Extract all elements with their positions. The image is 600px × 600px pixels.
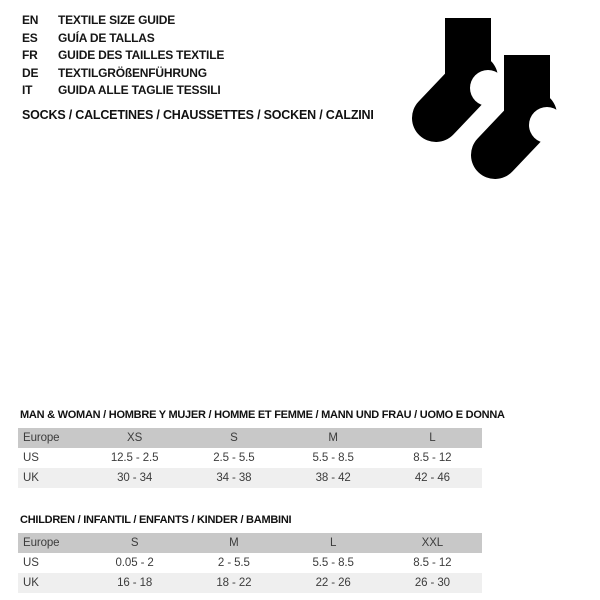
size-value: 2 - 5.5 [217, 557, 250, 569]
size-value: 8.5 - 12 [413, 452, 452, 464]
row-label: UK [23, 472, 39, 484]
sock-front-icon [495, 55, 565, 155]
size-value: 8.5 - 12 [413, 557, 452, 569]
language-label: GUÍA DE TALLAS [58, 30, 155, 45]
table-title-adult: MAN & WOMAN / HOMBRE Y MUJER / HOMME ET FEMME / MANN UND FRAU / UOMO E DONNA [20, 409, 505, 421]
language-label: GUIDA ALLE TAGLIE TESSILI [58, 83, 221, 97]
table-row-uk [18, 468, 482, 488]
language-code: IT [22, 83, 33, 97]
column-header-size: S [130, 537, 139, 549]
language-row-de [22, 65, 224, 83]
row-label: US [23, 452, 39, 464]
column-header-region: Europe [23, 432, 60, 444]
heel-cutout [529, 107, 565, 143]
header-row [18, 533, 482, 553]
row-label: US [23, 557, 39, 569]
table-row-uk [18, 573, 482, 593]
size-value: 2.5 - 5.5 [213, 452, 255, 464]
column-header-size: M [328, 432, 338, 444]
column-header-size: L [429, 432, 436, 444]
size-value: 16 - 18 [117, 577, 153, 589]
socks-icon [400, 0, 600, 200]
language-row-fr [22, 47, 224, 65]
size-value: 34 - 38 [216, 472, 252, 484]
language-row-it [22, 82, 224, 100]
size-value: 12.5 - 2.5 [110, 452, 159, 464]
column-header-region: Europe [23, 537, 60, 549]
size-table-adult [18, 409, 505, 488]
size-value: 22 - 26 [315, 577, 351, 589]
size-grid-children [18, 533, 482, 593]
table-title-children: CHILDREN / INFANTIL / ENFANTS / KINDER / BAMBINI [20, 514, 292, 526]
language-list [22, 12, 224, 100]
table-row-us [18, 448, 482, 468]
size-grid-adult [18, 428, 482, 488]
row-label: UK [23, 577, 39, 589]
language-label: TEXTILE SIZE GUIDE [58, 13, 176, 27]
language-code: FR [22, 48, 38, 62]
column-header-size: M [229, 537, 239, 549]
language-label: GUIDE DES TAILLES TEXTILE [58, 48, 225, 62]
size-table-children [18, 514, 482, 593]
language-label: TEXTILGRÖßENFÜHRUNG [58, 65, 207, 80]
size-value: 38 - 42 [315, 472, 351, 484]
table-row-us [18, 553, 482, 573]
language-code: DE [22, 65, 39, 80]
size-value: 42 - 46 [414, 472, 450, 484]
column-header-size: XS [127, 432, 143, 444]
language-row-en [22, 12, 224, 30]
language-row-es [22, 30, 224, 48]
size-value: 30 - 34 [117, 472, 153, 484]
heel-cutout [470, 70, 506, 106]
sock-back-icon [436, 18, 506, 118]
column-header-size: L [329, 537, 337, 549]
language-code: EN [22, 13, 39, 27]
size-value: 0.05 - 2 [115, 557, 154, 569]
size-value: 18 - 22 [216, 577, 252, 589]
size-value: 5.5 - 8.5 [312, 557, 354, 569]
size-value: 26 - 30 [414, 577, 450, 589]
category-title: SOCKS / CALCETINES / CHAUSSETTES / SOCKEN / CALZINI [22, 108, 374, 122]
column-header-size: XXL [421, 537, 444, 549]
language-code: ES [22, 30, 38, 45]
column-header-size: S [230, 432, 238, 444]
header-row [18, 428, 482, 448]
size-value: 5.5 - 8.5 [312, 452, 354, 464]
